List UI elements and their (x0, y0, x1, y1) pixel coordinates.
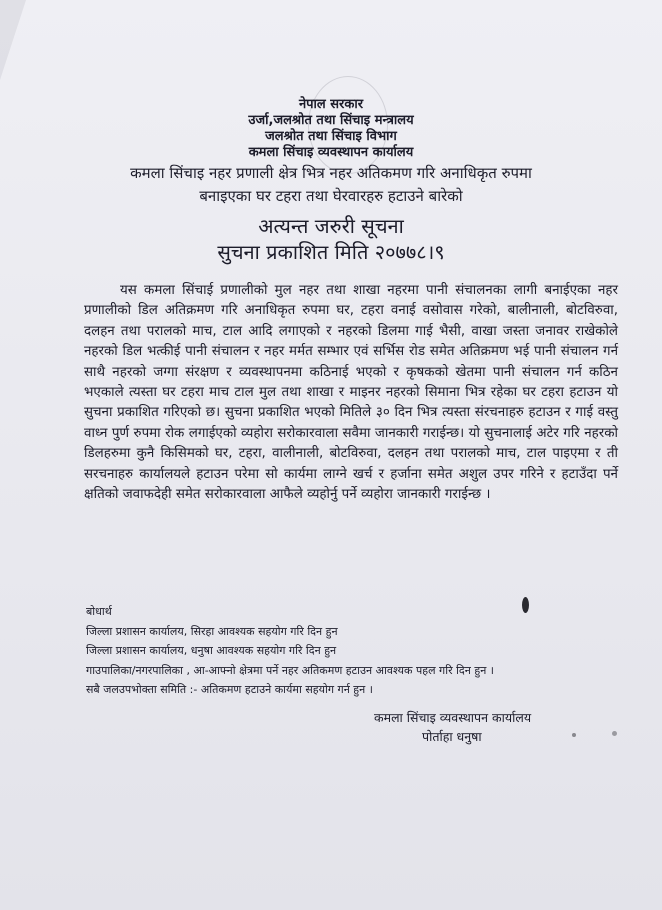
cc-label: बोधार्थ (86, 605, 112, 618)
signature-block (374, 708, 531, 746)
ink-smudge (572, 733, 576, 737)
cc-item: जिल्ला प्रशासन कार्यालय, धनुषा आवश्यक सहयोग गरि दिन हुन (86, 644, 337, 657)
paper-fold (0, 0, 26, 80)
ink-smudge (612, 731, 617, 736)
department-name: जलश्रोत तथा सिंचाइ विभाग (265, 129, 397, 144)
letterhead (0, 97, 662, 265)
ink-smudge (522, 597, 529, 613)
notice-body: यस कमला सिंचाई प्रणालीको मुल नहर तथा शाखा नहरमा पानी संचालनका लागी बनाईएका नहर प्रणालीको डिल अतिक्रमण गरि अनाधिकृत रुपमा घर, टहरा वनाई वसोवास गरेको, बालीनाली, बोटविरुवा, दलहन तथा परालको माच, टाल आदि लगाएको र नहरको डिलमा गाई भैसी, वाखा जस्ता जनावर राखेकोले नहरको डिल भत्कीई पानी संचालन र नहर मर्मत सम्भार एवं सर्भिस रोड समेत अतिक्रमण भई पानी संचालन गर्न साथै नहरको जग्गा संरक्षण र व्यवस्थापनमा कठिनाई भएको र कृषकको खेतमा पानी संचालन गर्न कठिन भएकाले त्यस्ता घर टहरा माच टाल मुल तथा शाखा र माइनर नहरको सिमाना भित्र रहेका घर टहरा हटाउन यो सुचना प्रकाशित गरिएको छ। सुचना प्रकाशित भएको मितिले ३० दिन भित्र त्यस्ता संरचनाहरु हटाउन र गाई वस्तु वाध्न पुर्ण रुपमा रोक लगाईएको व्यहोरा सरोकारवाला सवैमा जानकारी गराईन्छ। यो सुचनालाई अटेर गरि नहरको डिलहरुमा कुनै किसिमको घर, टहरा, वालीनाली, बोटविरुवा, दलहन तथा परालको माच, टाल पाइएमा र ती सरचनाहरु कार्यालयले हटाउन परेमा सो कार्यमा लाग्ने खर्च र हर्जाना समेत अशुल उपर गरिने र हटाउँदा पर्ने क्षतिको जवाफदेही समेत सरोकारवाला आफैले व्यहोर्नु पर्ने व्यहोरा जानकारी गराईन्छ । (84, 283, 618, 503)
subject-line-2: बनाइएका घर टहरा तथा घेरवारहरु हटाउने बारेको (199, 187, 463, 205)
office-name: कमला सिंचाइ व्यवस्थापन कार्यालय (248, 145, 414, 160)
publish-date: सुचना प्रकाशित मिति २०७७८।९ (217, 240, 445, 264)
ministry-name: उर्जा,जलश्रोत तथा सिंचाइ मन्त्रालय (248, 113, 414, 128)
signatory-office: कमला सिंचाइ व्यवस्थापन कार्यालय (374, 710, 532, 725)
subject-line-1: कमला सिंचाइ नहर प्रणाली क्षेत्र भित्र नहर अतिकमण गरि अनाधिकृत रुपमा (130, 164, 532, 182)
cc-item: जिल्ला प्रशासन कार्यालय, सिरहा आवश्यक सहयोग गरि दिन हुन (86, 624, 338, 638)
cc-item: सबै जलउपभोक्ता समिति :- अतिकमण हटाउने कार्यमा सहयोग गर्न हुन । (86, 683, 373, 696)
cc-list (86, 602, 626, 700)
notice-headline: अत्यन्त जरुरी सूचना (258, 214, 404, 238)
cc-item: गाउपालिका/नगरपालिका , आ-आफ्नो क्षेत्रमा पर्ने नहर अतिकमण हटाउन आवश्यक पहल गरि दिन हुन । (86, 663, 494, 677)
signatory-location: पोर्ताहा धनुषा (422, 729, 482, 744)
government-name: नेपाल सरकार (298, 97, 364, 112)
